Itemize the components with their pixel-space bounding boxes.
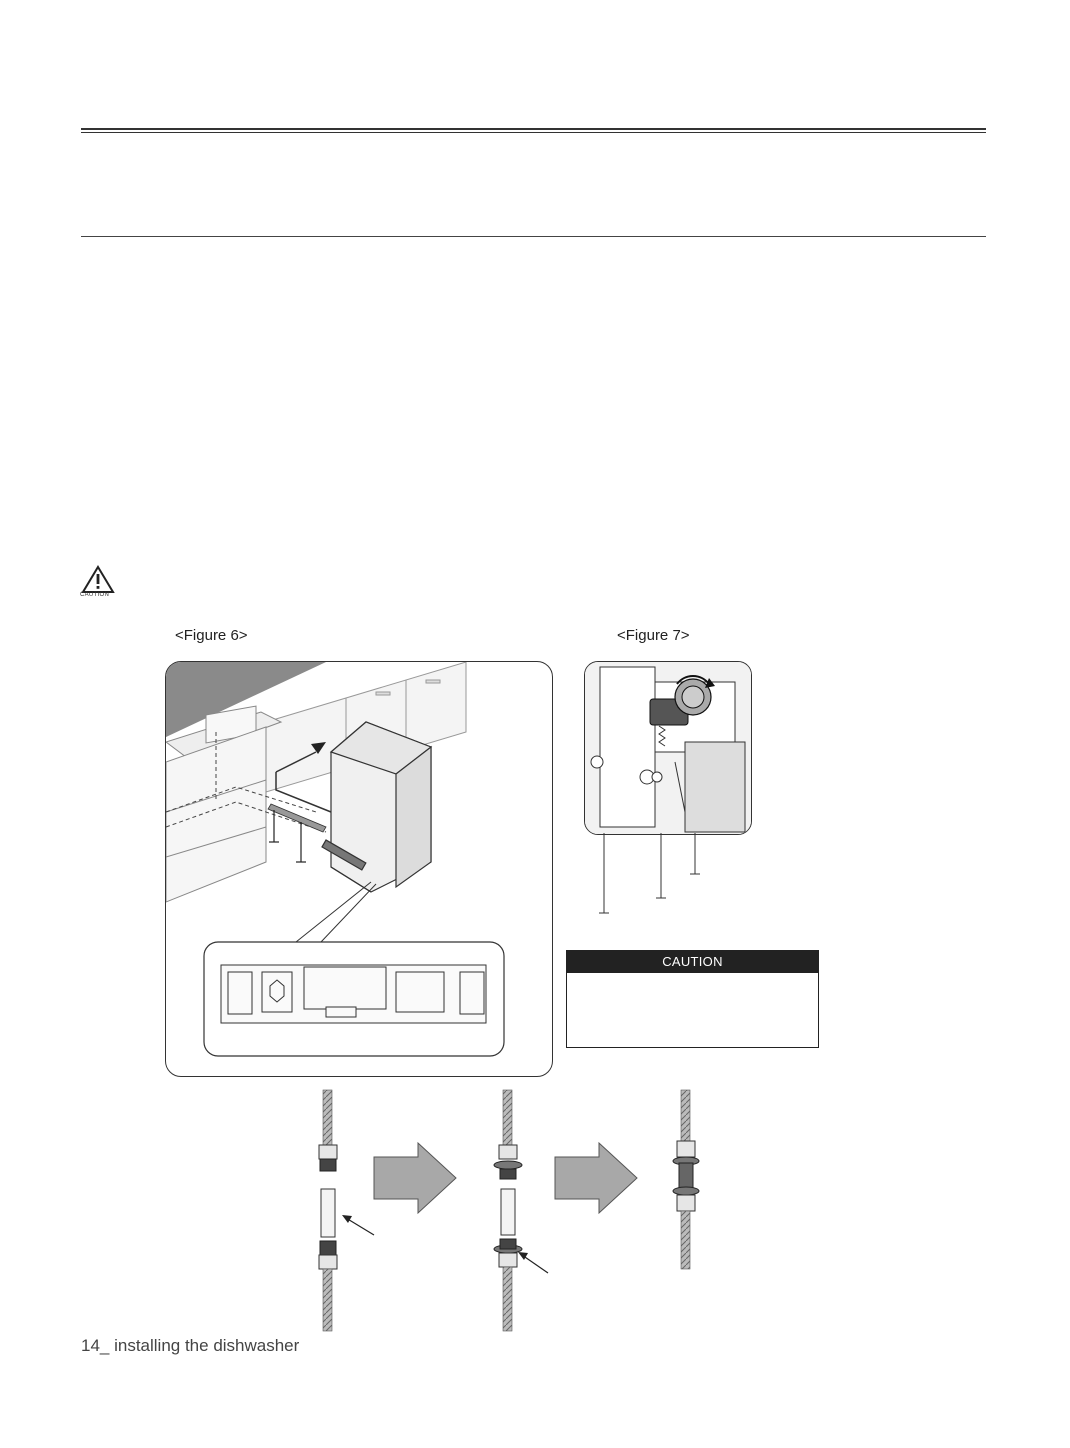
arrow-right-icon	[374, 1143, 456, 1213]
header-rule-thick	[81, 128, 986, 130]
arrow-right-icon	[555, 1143, 637, 1213]
caution-box	[566, 950, 819, 1048]
header-rule-thin	[81, 132, 986, 133]
hose-stage-2	[494, 1090, 548, 1331]
hose-stage-1	[319, 1090, 374, 1331]
section-divider	[81, 236, 986, 237]
caution-box-header: CAUTION	[567, 951, 818, 973]
figure-6-label: <Figure 6>	[175, 627, 248, 644]
caution-icon-label: CAUTION	[80, 592, 110, 598]
figure-7-callout-lines	[595, 833, 715, 923]
hose-stage-3	[673, 1090, 699, 1269]
figure-7-illustration	[584, 661, 752, 835]
figure-7-label: <Figure 7>	[617, 627, 690, 644]
figure-6-illustration	[165, 661, 553, 1077]
hose-connection-sequence	[290, 1085, 730, 1335]
page-footer: 14_ installing the dishwasher	[81, 1336, 300, 1355]
